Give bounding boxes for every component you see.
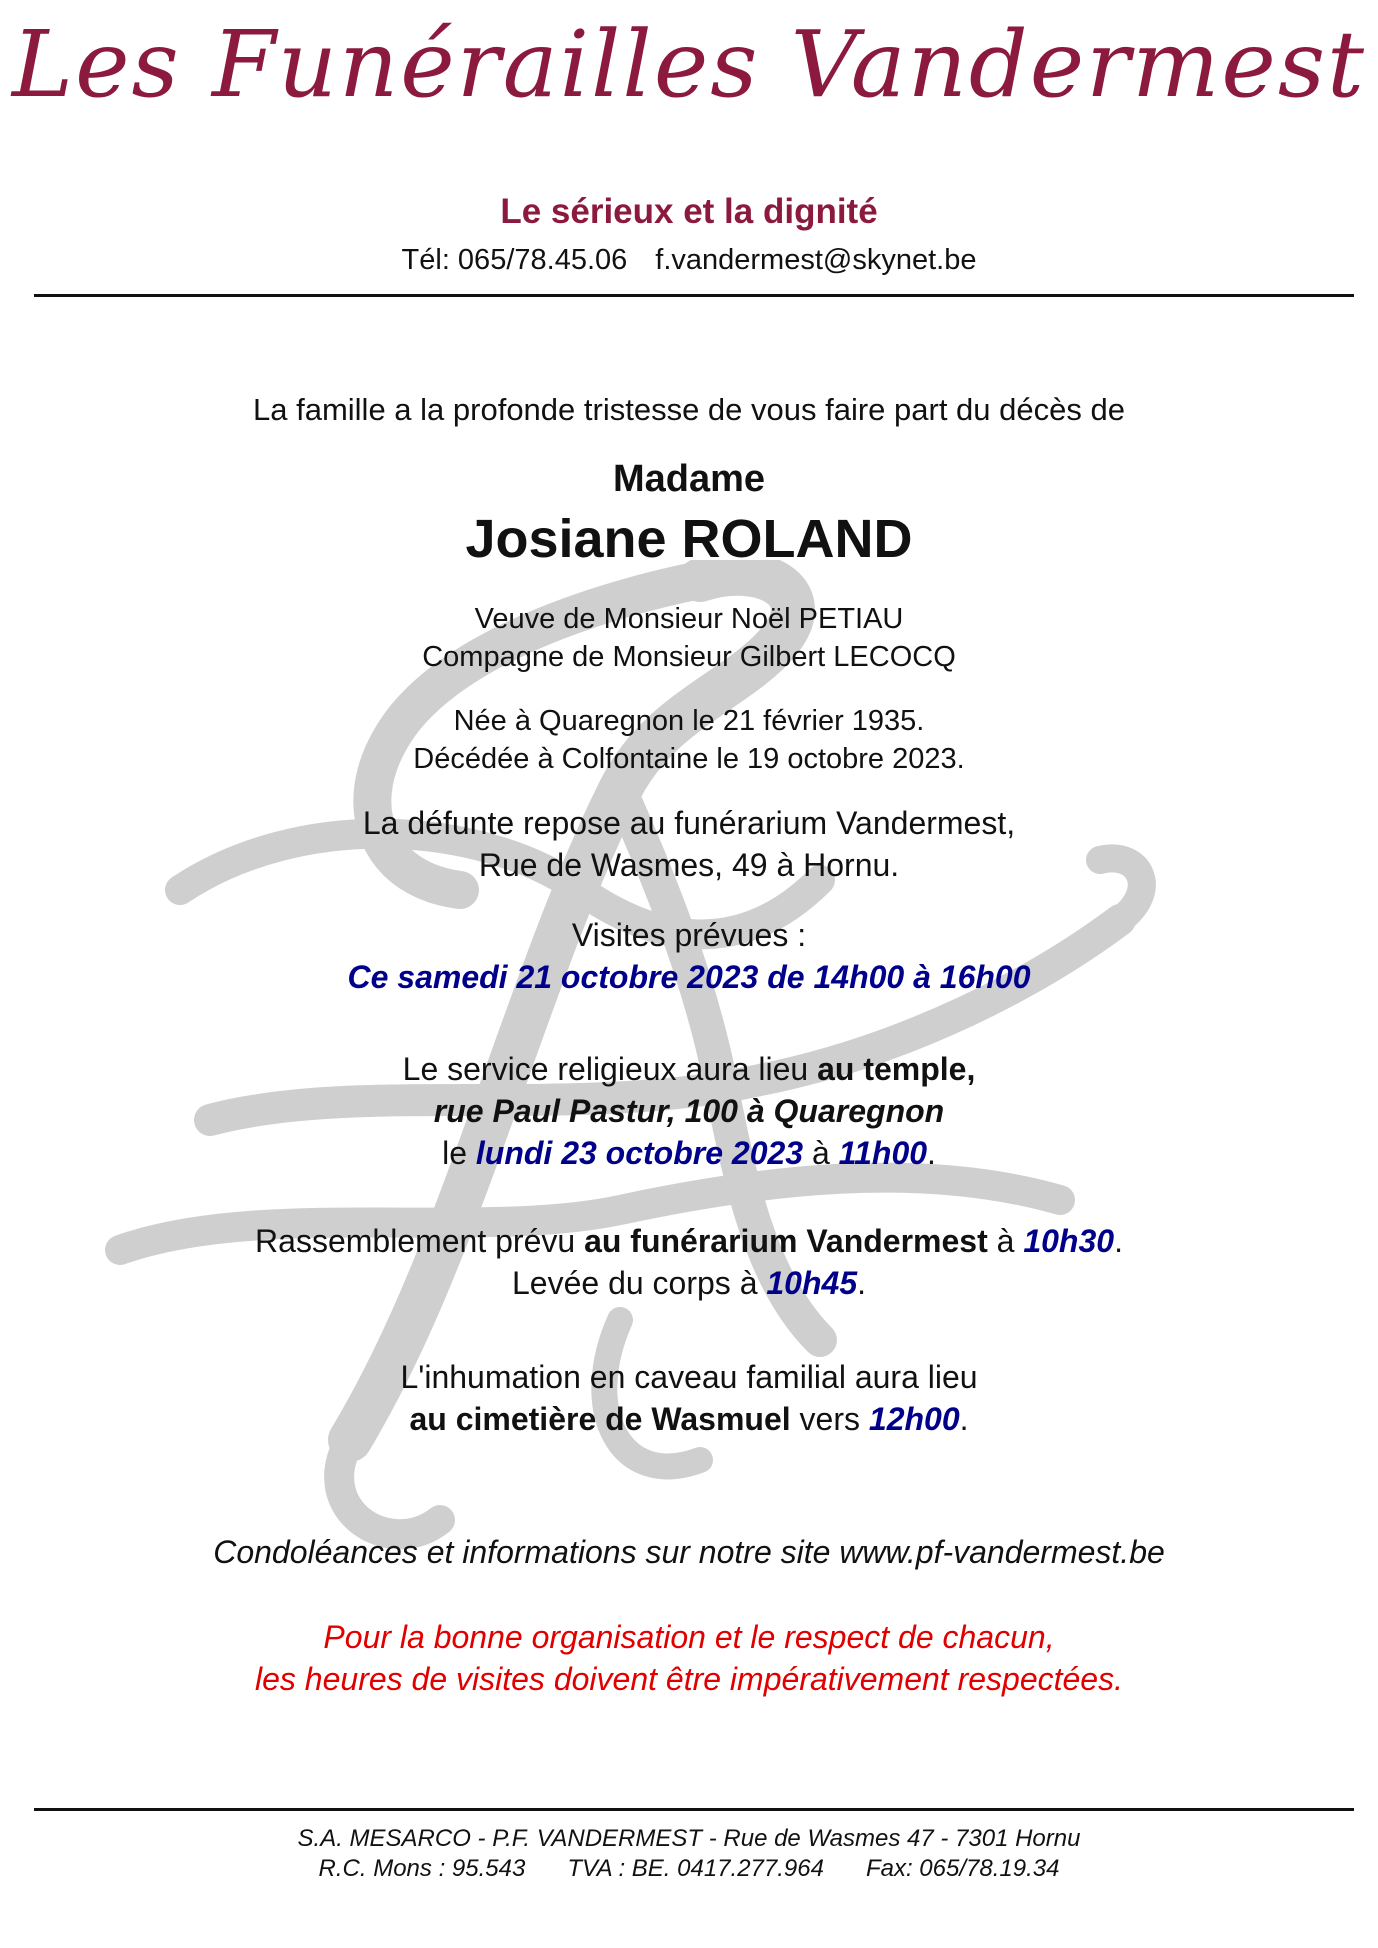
deceased-name: Josiane ROLAND [465, 509, 913, 569]
company-footer [0, 1824, 1378, 1884]
footer-divider [34, 1808, 1354, 1811]
footer-tva: TVA : BE. 0417.277.964 [567, 1855, 824, 1882]
service-intro: Le service religieux aura lieu [402, 1051, 818, 1087]
footer-address: S.A. MESARCO - P.F. VANDERMEST - Rue de Wasmes 47 - 7301 Hornu [297, 1825, 1081, 1852]
levee-intro: Levée du corps à [511, 1265, 767, 1301]
burial-line-1: L'inhumation en caveau familial aura lieu [400, 1359, 978, 1395]
burial-period: . [959, 1401, 969, 1437]
notice-line-2: les heures de visites doivent être impérativement respectées. [255, 1661, 1123, 1697]
burial-vers: vers [790, 1401, 869, 1437]
service-period: . [927, 1135, 936, 1171]
life-dates [0, 702, 1378, 778]
honorific: Madame [612, 458, 766, 500]
gathering-period: . [1114, 1223, 1123, 1259]
service-place: au temple, [817, 1051, 976, 1087]
gathering-intro: Rassemblement prévu [255, 1223, 585, 1259]
intro-text: La famille a la profonde tristesse de vous faire part du décès de [253, 392, 1125, 427]
repose-line-2: Rue de Wasmes, 49 à Hornu. [478, 847, 900, 883]
notice-line-1: Pour la bonne organisation et le respect de chacun, [323, 1619, 1055, 1655]
religious-service [0, 1048, 1378, 1174]
levee-time: 10h45 [766, 1265, 858, 1301]
service-time: 11h00 [838, 1135, 928, 1171]
brand-title: Les Funérailles Vandermest [11, 11, 1367, 118]
levee-period: . [857, 1265, 866, 1301]
tagline: Le sérieux et la dignité [500, 192, 878, 231]
header-divider [34, 294, 1354, 297]
gathering-a: à [987, 1223, 1024, 1259]
gathering-place: au funérarium Vandermest [584, 1223, 988, 1259]
footer-rc: R.C. Mons : 95.543 [318, 1855, 526, 1882]
footer-fax: Fax: 065/78.19.34 [865, 1855, 1060, 1882]
relations [0, 600, 1378, 676]
repose-location [0, 802, 1378, 886]
birth-date: Née à Quaregnon le 21 février 1935. [453, 705, 925, 737]
email-link[interactable]: f.vandermest@skynet.be [655, 244, 977, 276]
website-line[interactable]: Condoléances et informations sur notre site www.pf-vandermest.be [213, 1534, 1165, 1570]
death-date: Décédée à Colfontaine le 19 octobre 2023. [413, 743, 965, 775]
visits [0, 914, 1378, 998]
visits-time: Ce samedi 21 octobre 2023 de 14h00 à 16h00 [347, 959, 1031, 995]
service-address: rue Paul Pastur, 100 à Quaregnon [433, 1093, 945, 1129]
relation-partner: Compagne de Monsieur Gilbert LECOCQ [422, 641, 956, 673]
burial [0, 1356, 1378, 1440]
service-a: à [803, 1135, 839, 1171]
relation-widow: Veuve de Monsieur Noël PETIAU [474, 603, 904, 635]
burial-time: 12h00 [868, 1401, 960, 1437]
service-le: le [442, 1135, 476, 1171]
contact-line [0, 244, 1378, 277]
phone-text: Tél: 065/78.45.06 [401, 244, 628, 276]
service-date: lundi 23 octobre 2023 [475, 1135, 804, 1171]
visits-label: Visites prévues : [571, 917, 807, 953]
gathering-time: 10h30 [1023, 1223, 1115, 1259]
repose-line-1: La défunte repose au funérarium Vandermest, [362, 805, 1016, 841]
burial-place: au cimetière de Wasmuel [409, 1401, 791, 1437]
gathering [0, 1220, 1378, 1304]
visiting-hours-notice [0, 1616, 1378, 1700]
